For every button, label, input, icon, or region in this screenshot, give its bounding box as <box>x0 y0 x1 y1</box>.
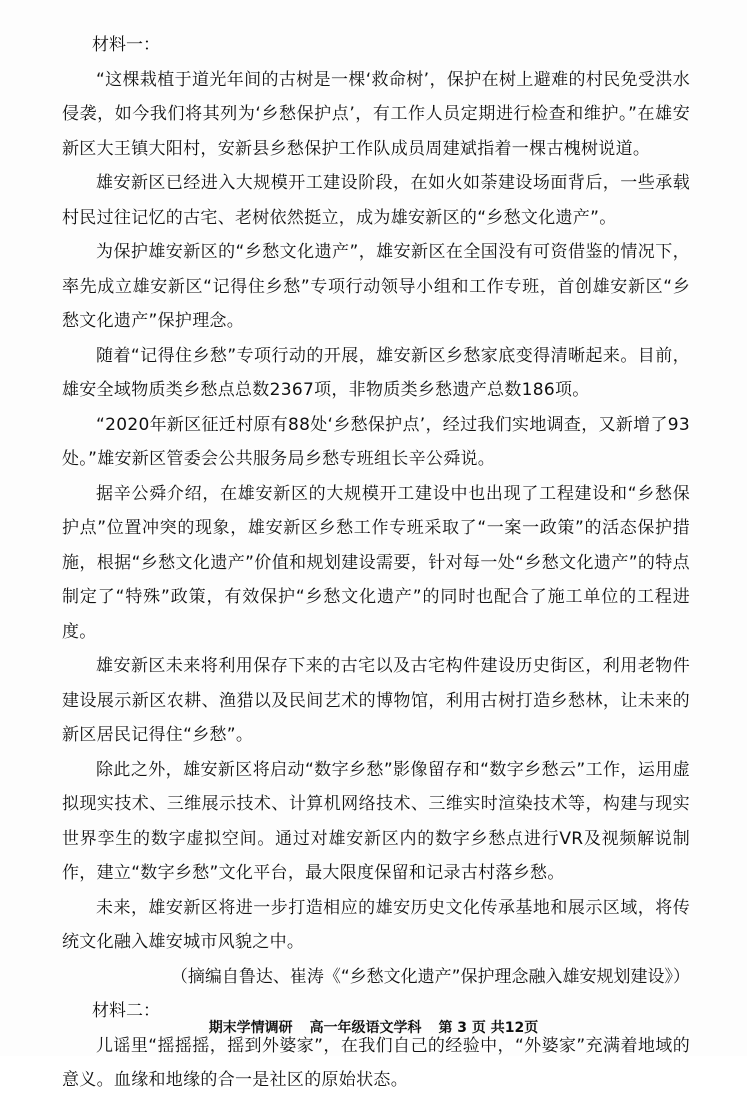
paragraph: 儿谣里“摇摇摇，摇到外婆家”，在我们自己的经验中，“外婆家”充满着地域的意义。血缘和地缘的合一是社区的原始状态。 <box>62 1035 690 1090</box>
material-one-heading: 材料一： <box>92 35 160 55</box>
paragraph: 据辛公舜介绍，在雄安新区的大规模开工建设中也出现了工程建设和“乡愁保护点”位置冲突的现象，雄安新区乡愁工作专班采取了“一案一政策”的活态保护措施，根据“乡愁文化遗产”价值和规划建设需要，针对每一处“乡愁文化遗产”的特点制定了“特殊”政策，有效保护“乡愁文化遗产”的同时也配合了施工单位的工程进度。 <box>62 483 690 642</box>
paragraph: 随着“记得住乡愁”专项行动的开展，雄安新区乡愁家底变得清晰起来。目前，雄安全域物质类乡愁点总数2367项，非物质类乡愁遗产总数186项。 <box>62 345 690 400</box>
page-footer <box>0 1018 747 1038</box>
footer-page-number: 第 3 页 共12页 <box>438 1020 539 1036</box>
paragraph: 为保护雄安新区的“乡愁文化遗产”，雄安新区在全国没有可资借鉴的情况下，率先成立雄安新区“记得住乡愁”专项行动领导小组和工作专班，首创雄安新区“乡愁文化遗产”保护理念。 <box>62 242 690 331</box>
footer-subject: 高一年级语文学科 <box>309 1020 422 1036</box>
paragraph: 雄安新区未来将利用保存下来的古宅以及古宅构件建设历史街区，利用老物件建设展示新区农耕、渔猎以及民间艺术的博物馆，利用古树打造乡愁林，让未来的新区居民记得住“乡愁”。 <box>62 656 690 745</box>
page-content <box>62 28 690 1098</box>
paragraph: 除此之外，雄安新区将启动“数字乡愁”影像留存和“数字乡愁云”工作，运用虚拟现实技术、三维展示技术、计算机网络技术、三维实时渲染技术等，构建与现实世界孪生的数字虚拟空间。通过对雄安新区内的数字乡愁点进行VR及视频解说制作，建立“数字乡愁”文化平台，最大限度保留和记录古村落乡愁。 <box>62 759 690 883</box>
material-two-heading: 材料二： <box>92 1001 160 1021</box>
footer-exam: 期末学情调研 <box>208 1020 293 1036</box>
paragraph: 未来，雄安新区将进一步打造相应的雄安历史文化传承基地和展示区域，将传统文化融入雄安城市风貌之中。 <box>62 897 690 952</box>
material-one-source: （摘编自鲁达、崔涛《“乡愁文化遗产”保护理念融入雄安规划建设》） <box>170 966 690 987</box>
paragraph: 雄安新区已经进入大规模开工建设阶段，在如火如荼建设场面背后，一些承载村民过往记忆的古宅、老树依然挺立，成为雄安新区的“乡愁文化遗产”。 <box>62 173 690 228</box>
paragraph: “这棵栽植于道光年间的古树是一棵‘救命树’，保护在树上避难的村民免受洪水侵袭，如今我们将其列为‘乡愁保护点’，有工作人员定期进行检查和维护。”在雄安新区大王镇大阳村，安新县乡愁保护工作队成员周建斌指着一棵古槐树说道。 <box>62 69 690 159</box>
paragraph: “2020年新区征迁村原有88处‘乡愁保护点’，经过我们实地调查，又新增了93处。”雄安新区管委会公共服务局乡愁专班组长辛公舜说。 <box>62 414 690 469</box>
